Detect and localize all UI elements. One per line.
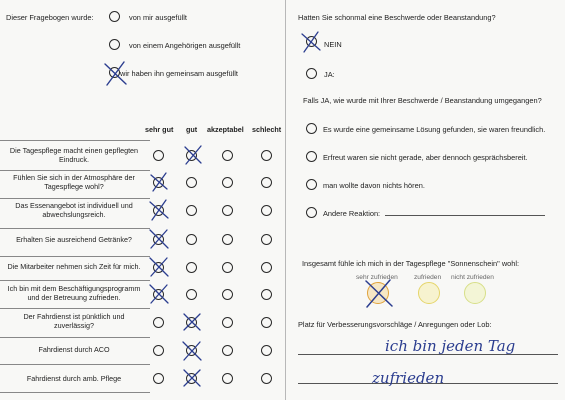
rating-radio-very-good[interactable] [153,177,164,188]
rating-radio-acceptable[interactable] [222,373,233,384]
handling-option-label: Es wurde eine gemeinsame Lösung gefunden, sie waren freundlich. [323,125,546,134]
rating-radio-good[interactable] [186,262,197,273]
rating-radio-good[interactable] [186,317,197,328]
rating-radio-very-good[interactable] [153,234,164,245]
question-row-text: Das Essenangebot ist individuell und abwechslungsreich. [15,201,133,219]
handling-option-label: man wollte davon nichts hören. [323,181,425,190]
handling-option-radio[interactable] [306,151,317,162]
satisfaction-ok-smiley[interactable] [418,282,440,304]
row-separator [0,308,150,309]
complaint-question: Hatten Sie schonmal eine Beschwerde oder Beanstandung? [298,13,496,22]
handling-option-radio[interactable] [306,179,317,190]
filler-option-self-radio[interactable] [109,11,120,22]
rating-radio-very-good[interactable] [153,150,164,161]
rating-radio-acceptable[interactable] [222,262,233,273]
page-divider [285,0,286,400]
rating-radio-very-good[interactable] [153,289,164,300]
rating-radio-very-good[interactable] [153,205,164,216]
rating-radio-acceptable[interactable] [222,345,233,356]
row-separator [0,170,150,171]
rating-radio-good[interactable] [186,150,197,161]
handling-option-radio[interactable] [306,207,317,218]
rating-header-very-good: sehr gut [145,125,174,134]
rating-header-good: gut [186,125,198,134]
row-separator [0,280,150,281]
filler-option-relative-label: von einem Angehörigen ausgefüllt [129,41,241,50]
satisfaction-label-not: nicht zufrieden [451,274,494,281]
rating-radio-very-good[interactable] [153,262,164,273]
complaint-yes-label: JA: [324,70,335,79]
handling-question: Falls JA, wie wurde mit Ihrer Beschwerde / Beanstandung umgegangen? [303,96,542,105]
rating-radio-bad[interactable] [261,234,272,245]
rating-radio-very-good[interactable] [153,317,164,328]
rating-radio-good[interactable] [186,289,197,300]
rating-radio-bad[interactable] [261,345,272,356]
filler-option-together-label: wir haben ihn gemeinsam ausgefüllt [120,69,238,78]
rating-radio-acceptable[interactable] [222,234,233,245]
row-separator [0,228,150,229]
handwritten-comment-line-1: ich bin jeden Tag [385,337,516,355]
row-separator [0,198,150,199]
rating-radio-very-good[interactable] [153,373,164,384]
handling-option-radio[interactable] [306,123,317,134]
overall-question: Insgesamt fühle ich mich in der Tagespflege "Sonnenschein" wohl: [302,259,520,268]
question-row-text: Fühlen Sie sich in der Atmosphäre der Tagespflege wohl? [13,173,135,191]
row-separator [0,392,150,393]
rating-radio-acceptable[interactable] [222,205,233,216]
rating-radio-bad[interactable] [261,289,272,300]
satisfaction-very-smiley[interactable] [367,282,389,304]
rating-radio-acceptable[interactable] [222,317,233,328]
handling-option-label: Andere Reaktion: [323,209,381,218]
satisfaction-not-smiley[interactable] [464,282,486,304]
complaint-yes-radio[interactable] [306,68,317,79]
rating-radio-bad[interactable] [261,317,272,328]
question-row-text: Fahrdienst durch ACO [38,345,110,354]
rating-radio-good[interactable] [186,373,197,384]
row-separator [0,337,150,338]
question-row-text: Die Mitarbeiter nehmen sich Zeit für mich. [7,262,141,271]
question-row-text: Ich bin mit dem Beschäftigungsprogramm und der Betreuung zufrieden. [7,284,141,302]
complaint-no-radio[interactable] [306,36,317,47]
rating-radio-very-good[interactable] [153,345,164,356]
rating-radio-acceptable[interactable] [222,150,233,161]
question-row-text: Die Tagespflege macht einen gepflegten Eindruck. [9,146,139,164]
rating-header-bad: schlecht [252,125,282,134]
rating-radio-bad[interactable] [261,373,272,384]
rating-radio-bad[interactable] [261,262,272,273]
handwritten-comment-line-2: zufrieden [372,369,445,387]
row-separator [0,140,150,141]
satisfaction-label-ok: zufrieden [414,274,442,281]
filler-intro-label: Dieser Fragebogen wurde: [6,13,94,22]
suggestions-label: Platz für Verbesserungsvorschläge / Anregungen oder Lob: [298,320,492,329]
rating-radio-acceptable[interactable] [222,177,233,188]
question-row-text: Fahrdienst durch amb. Pflege [26,374,122,383]
other-reaction-line [385,215,545,216]
filler-option-together-radio[interactable] [109,67,120,78]
rating-radio-good[interactable] [186,345,197,356]
rating-radio-good[interactable] [186,234,197,245]
handling-option-label: Erfreut waren sie nicht gerade, aber dennoch gesprächsbereit. [323,153,528,162]
row-separator [0,256,150,257]
rating-radio-bad[interactable] [261,150,272,161]
row-separator [0,364,150,365]
rating-radio-good[interactable] [186,205,197,216]
rating-radio-acceptable[interactable] [222,289,233,300]
satisfaction-label-very: sehr zufrieden [356,274,398,281]
question-row-text: Der Fahrdienst ist pünktlich und zuverlässig? [23,312,125,330]
rating-radio-bad[interactable] [261,177,272,188]
filler-option-self-label: von mir ausgefüllt [129,13,187,22]
complaint-no-label: NEIN [324,40,342,49]
question-row-text: Erhalten Sie ausreichend Getränke? [16,235,132,244]
rating-header-acceptable: akzeptabel [207,125,244,134]
rating-radio-good[interactable] [186,177,197,188]
filler-option-relative-radio[interactable] [109,39,120,50]
rating-radio-bad[interactable] [261,205,272,216]
